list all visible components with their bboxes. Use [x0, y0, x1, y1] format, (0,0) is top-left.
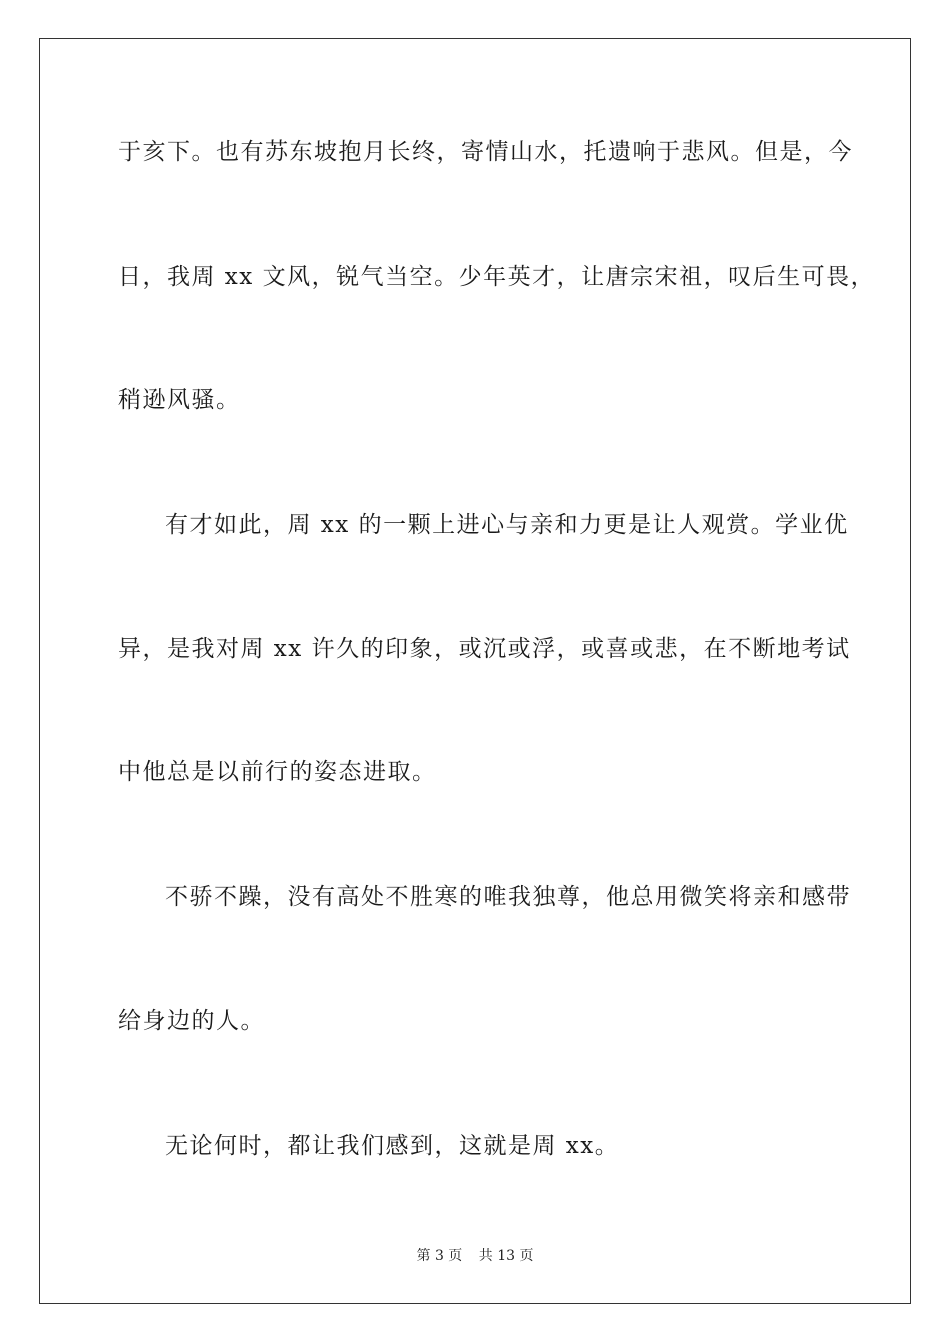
page-border — [39, 38, 911, 1304]
page-number: 第 3 页 — [416, 1248, 463, 1264]
paragraph-line-8: 给身边的人。 — [118, 1008, 265, 1034]
page-footer — [0, 1247, 950, 1265]
page-total: 共 13 页 — [478, 1248, 534, 1264]
paragraph-line-4: 有才如此，周 xx 的一颗上进心与亲和力更是让人观赏。学业优 — [165, 512, 849, 538]
paragraph-line-6: 中他总是以前行的姿态进取。 — [118, 759, 437, 785]
paragraph-line-2: 日，我周 xx 文风，锐气当空。少年英才，让唐宗宋祖，叹后生可畏， — [118, 264, 876, 290]
paragraph-line-3: 稍逊风骚。 — [118, 387, 241, 413]
paragraph-line-5: 异，是我对周 xx 许久的印象，或沉或浮，或喜或悲，在不断地考试 — [118, 636, 851, 662]
paragraph-line-1: 于亥下。也有苏东坡抱月长终，寄情山水，托遗响于悲风。但是，今 — [118, 139, 853, 165]
paragraph-line-7: 不骄不躁，没有高处不胜寒的唯我独尊，他总用微笑将亲和感带 — [165, 884, 851, 910]
paragraph-line-9: 无论何时，都让我们感到，这就是周 xx。 — [165, 1133, 620, 1159]
